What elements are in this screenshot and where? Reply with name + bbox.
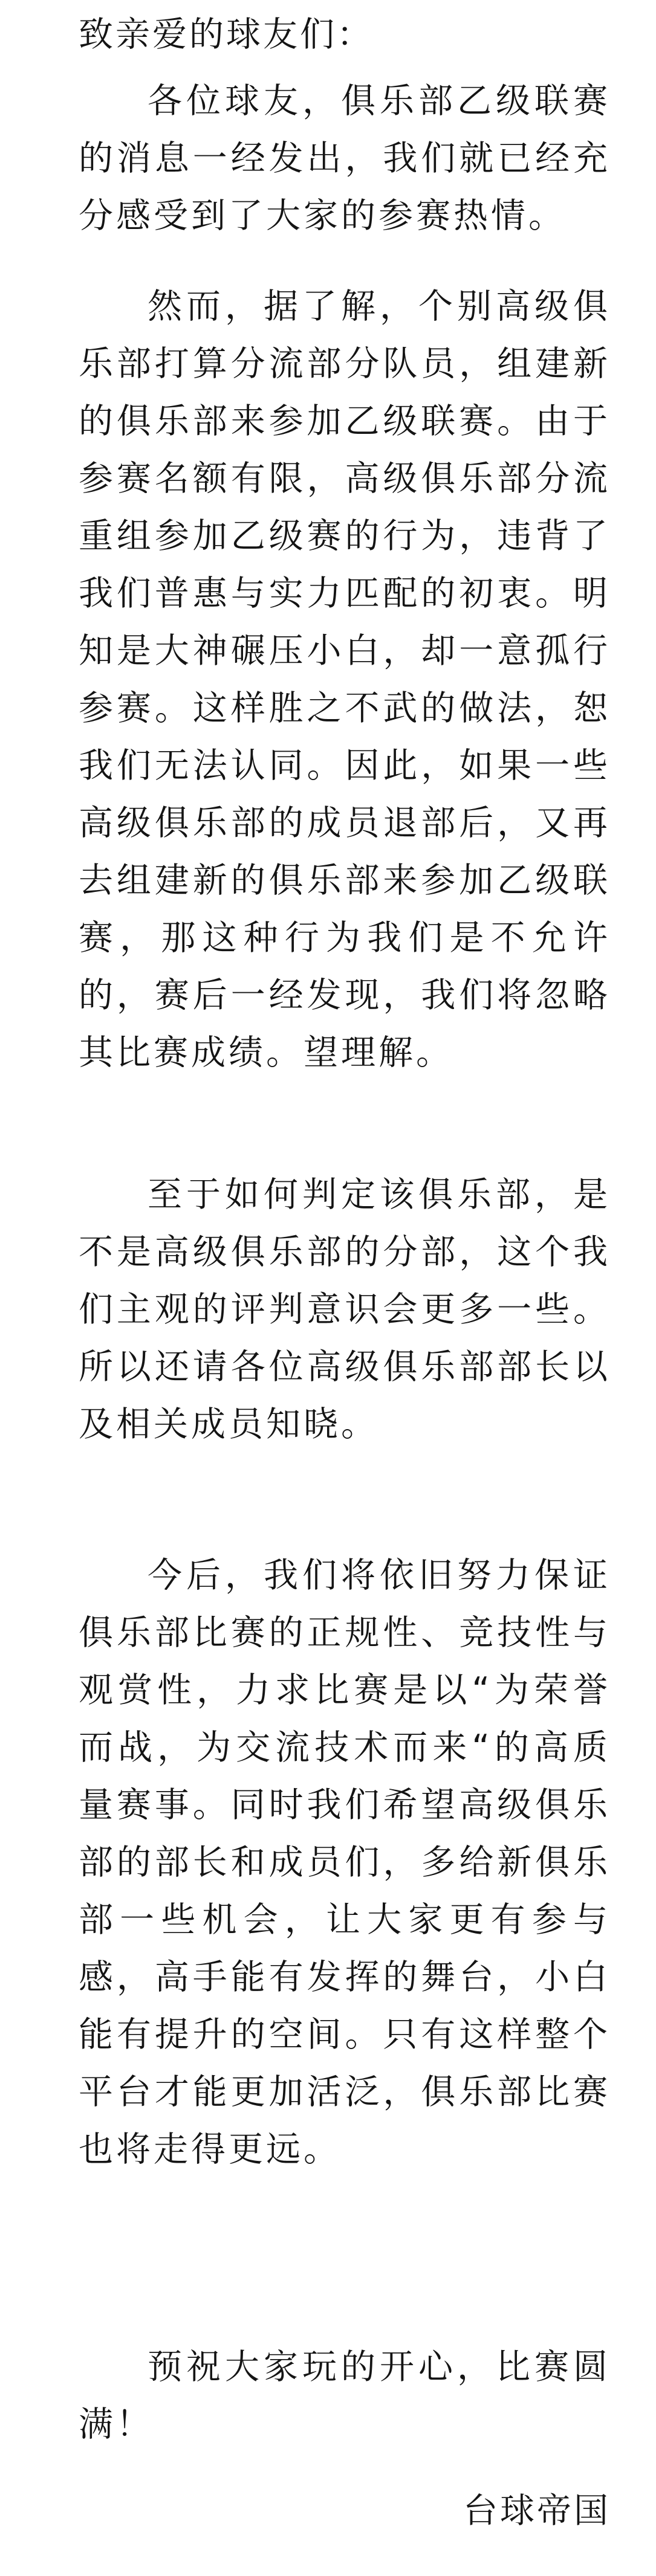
paragraph-judgement: 至于如何判定该俱乐部，是不是高级俱乐部的分部，这个我们主观的评判意识会更多一些。所以还请各位高级俱乐部部长以及相关成员知晓。 xyxy=(79,1175,611,1444)
signature: 台球帝国 xyxy=(463,2491,611,2531)
paragraph-wishes: 预祝大家玩的开心，比赛圆满！ xyxy=(79,2347,611,2444)
paragraph-greeting: 各位球友，俱乐部乙级联赛的消息一经发出，我们就已经充分感受到了大家的参赛热情。 xyxy=(79,81,611,236)
paragraph-future: 今后，我们将依旧努力保证俱乐部比赛的正规性、竞技性与观赏性，力求比赛是以“为荣誉而战，为交流技术而来“的高质量赛事。同时我们希望高级俱乐部的部长和成员们，多给新俱乐部一些机会，让大家更有参与感，高手能有发挥的舞台，小白能有提升的空间。只有这样整个平台才能更加活泛，俱乐部比赛也将走得更远。 xyxy=(79,1555,611,2169)
salutation: 致亲爱的球友们： xyxy=(79,15,374,54)
paragraph-policy: 然而，据了解，个别高级俱乐部打算分流部分队员，组建新的俱乐部来参加乙级联赛。由于参赛名额有限，高级俱乐部分流重组参加乙级赛的行为，违背了我们普惠与实力匹配的初衷。明知是大神碾压小白，却一意孤行参赛。这样胜之不武的做法，恕我们无法认同。因此，如果一些高级俱乐部的成员退部后，又再去组建新的俱乐部来参加乙级联赛，那这种行为我们是不允许的，赛后一经发现，我们将忽略其比赛成绩。望理解。 xyxy=(79,286,611,1073)
